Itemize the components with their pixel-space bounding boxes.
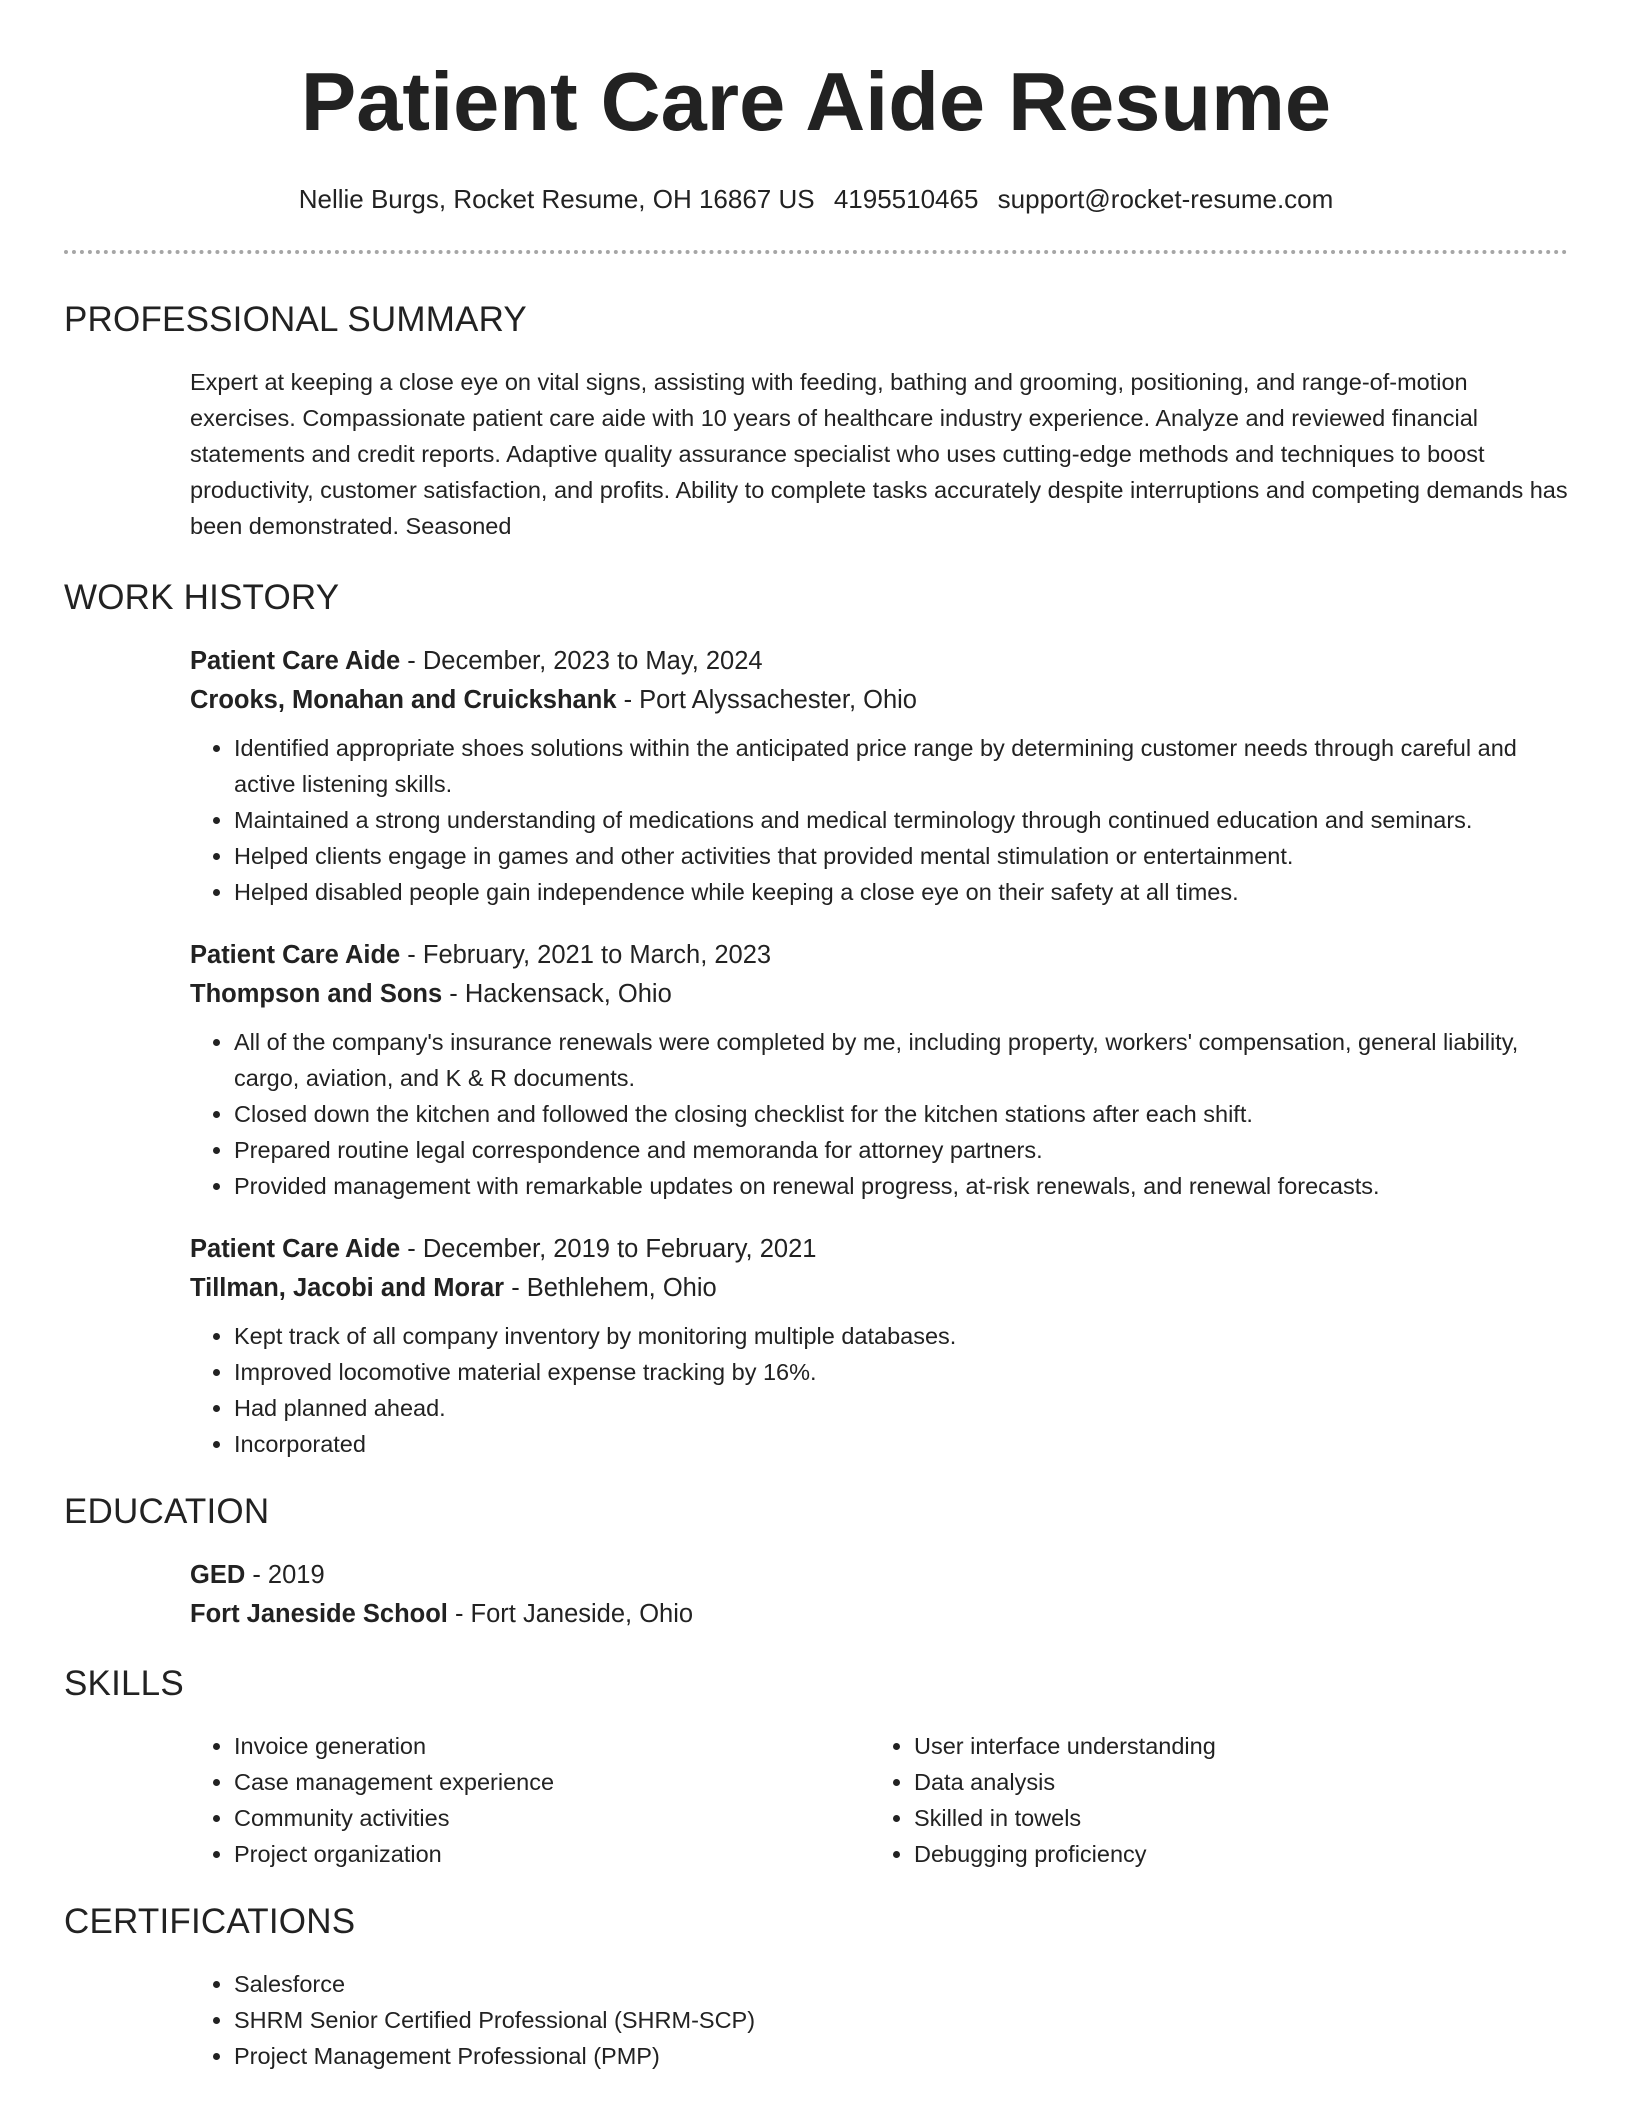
job-company-line xyxy=(190,975,1568,1014)
education-school-line xyxy=(190,1595,1568,1634)
job-entry xyxy=(190,936,1568,1204)
skills-grid xyxy=(64,1728,1568,1872)
certification-item: • Salesforce xyxy=(234,1966,1568,2002)
contact-address: Nellie Burgs, Rocket Resume, OH 16867 US xyxy=(298,184,815,214)
certification-item: • Project Management Professional (PMP) xyxy=(234,2038,1568,2074)
skills-section xyxy=(64,1660,1568,1872)
job-dates: - December, 2023 to May, 2024 xyxy=(400,647,763,675)
job-bullet: • Improved locomotive material expense tracking by 16%. xyxy=(234,1354,1568,1390)
job-bullets xyxy=(190,1318,1568,1462)
job-bullet: • Had planned ahead. xyxy=(234,1390,1568,1426)
education-school: Fort Janeside School xyxy=(190,1600,448,1628)
job-bullet: • Closed down the kitchen and followed the closing checklist for the kitchen stations after each shift. xyxy=(234,1096,1568,1132)
job-bullets xyxy=(190,730,1568,910)
job-title-line xyxy=(190,642,1568,681)
education-section xyxy=(64,1488,1568,1634)
skills-heading: SKILLS xyxy=(64,1664,184,1703)
job-company: Tillman, Jacobi and Morar xyxy=(190,1274,505,1302)
job-bullet: • Identified appropriate shoes solutions within the anticipated price range by determining customer needs through careful and active listening skills. xyxy=(234,730,1568,802)
skill-item: • Debugging proficiency xyxy=(914,1836,1550,1872)
job-company: Thompson and Sons xyxy=(190,980,443,1008)
job-bullet: • Prepared routine legal correspondence and memoranda for attorney partners. xyxy=(234,1132,1568,1168)
certification-item: • SHRM Senior Certified Professional (SHRM-SCP) xyxy=(234,2002,1568,2038)
skill-item: • Project organization xyxy=(234,1836,870,1872)
job-dates: - December, 2019 to February, 2021 xyxy=(400,1235,817,1263)
skills-column-right xyxy=(870,1728,1550,1872)
work-history-section xyxy=(64,574,1568,1462)
summary-section xyxy=(64,296,1568,544)
job-location: - Bethlehem, Ohio xyxy=(504,1274,717,1302)
job-bullet: • Helped clients engage in games and other activities that provided mental stimulation or entertainment. xyxy=(234,838,1568,874)
resume-title: Patient Care Aide Resume xyxy=(300,55,1332,148)
job-bullet: • Maintained a strong understanding of medications and medical terminology through continued education and seminars. xyxy=(234,802,1568,838)
summary-heading: PROFESSIONAL SUMMARY xyxy=(64,300,527,339)
skill-item: • Data analysis xyxy=(914,1764,1550,1800)
skills-list xyxy=(190,1728,870,1872)
job-bullets xyxy=(190,1024,1568,1204)
education-degree: GED xyxy=(190,1561,246,1589)
job-company: Crooks, Monahan and Cruickshank xyxy=(190,686,617,714)
job-bullet: • Kept track of all company inventory by monitoring multiple databases. xyxy=(234,1318,1568,1354)
skill-item: • Community activities xyxy=(234,1800,870,1836)
job-company-line xyxy=(190,681,1568,720)
skill-item: • User interface understanding xyxy=(914,1728,1550,1764)
header-divider xyxy=(64,250,1568,254)
job-bullet: • Helped disabled people gain independence while keeping a close eye on their safety at all times. xyxy=(234,874,1568,910)
job-title: Patient Care Aide xyxy=(190,1235,401,1263)
education-heading: EDUCATION xyxy=(64,1492,270,1531)
job-title: Patient Care Aide xyxy=(190,647,401,675)
certifications-section xyxy=(64,1898,1568,2074)
work-history-heading: WORK HISTORY xyxy=(64,578,340,617)
skill-item: • Case management experience xyxy=(234,1764,870,1800)
job-location: - Hackensack, Ohio xyxy=(442,980,672,1008)
skill-item: • Invoice generation xyxy=(234,1728,870,1764)
job-bullet: • Incorporated xyxy=(234,1426,1568,1462)
skills-column-left xyxy=(190,1728,870,1872)
skills-list xyxy=(870,1728,1550,1872)
job-dates: - February, 2021 to March, 2023 xyxy=(400,941,772,969)
contact-line xyxy=(0,182,1632,216)
job-entry xyxy=(190,1230,1568,1462)
job-title: Patient Care Aide xyxy=(190,941,401,969)
job-title-line xyxy=(190,936,1568,975)
job-bullet: • All of the company's insurance renewals were completed by me, including property, workers' compensation, general liability, cargo, aviation, and K & R documents. xyxy=(234,1024,1568,1096)
education-degree-line xyxy=(190,1556,1568,1595)
job-company-line xyxy=(190,1269,1568,1308)
education-location: - Fort Janeside, Ohio xyxy=(447,1600,694,1628)
certifications-heading: CERTIFICATIONS xyxy=(64,1902,356,1941)
job-location: - Port Alyssachester, Ohio xyxy=(616,686,917,714)
resume-content xyxy=(64,296,1568,2074)
summary-text: Expert at keeping a close eye on vital signs, assisting with feeding, bathing and grooming, positioning, and range-of-motion exercises. Compassionate patient care aide with 10 years of healthcare industry experience. Analyze and reviewed financial statements and credit reports. Adaptive quality assurance specialist who uses cutting-edge methods and techniques to boost productivity, customer satisfaction, and profits. Ability to complete tasks accurately despite interruptions and competing demands has been demonstrated. Seasoned xyxy=(190,369,1568,539)
contact-email: support@rocket-resume.com xyxy=(997,184,1334,214)
contact-phone: 4195510465 xyxy=(833,184,979,214)
skill-item: • Skilled in towels xyxy=(914,1800,1550,1836)
certifications-list xyxy=(190,1966,1568,2074)
job-bullet: • Provided management with remarkable updates on renewal progress, at-risk renewals, and renewal forecasts. xyxy=(234,1168,1568,1204)
job-title-line xyxy=(190,1230,1568,1269)
job-entry xyxy=(190,642,1568,910)
education-year: - 2019 xyxy=(245,1561,325,1589)
